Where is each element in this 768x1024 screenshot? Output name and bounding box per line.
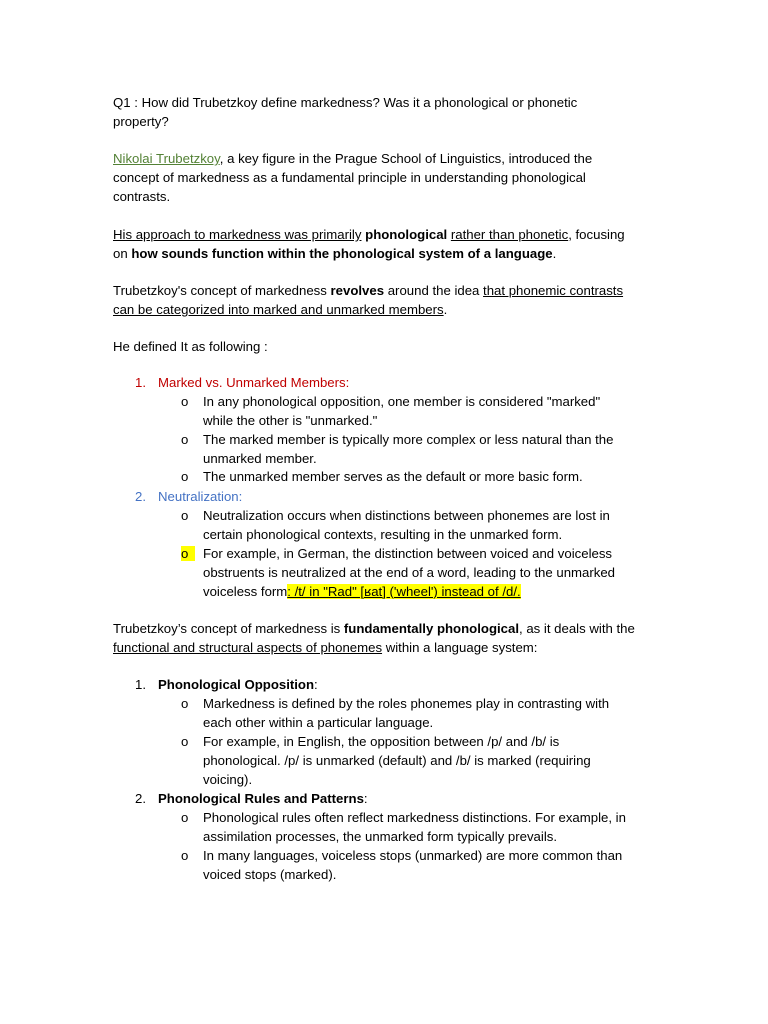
approach-paragraph [113, 226, 658, 264]
bullet-line: unmarked member. [203, 450, 317, 466]
paragraph-line [113, 226, 658, 245]
bullet-line: For example, in German, the distinction between voiced and voiceless [203, 546, 613, 561]
bullet-line: each other within a particular language. [203, 714, 434, 730]
bullet-line: assimilation processes, the unmarked form typically prevails. [203, 828, 558, 844]
text-run: Trubetzkoy's concept of markedness [113, 283, 331, 298]
bullet-icon: o [181, 394, 189, 409]
bullet-icon: o [181, 469, 189, 484]
question-heading [113, 94, 658, 132]
bold-text: how sounds function within the phonological system of a language [131, 245, 553, 261]
bullet-line: For example, in English, the opposition between /p/ and /b/ is [203, 734, 560, 749]
question-line: property? [113, 113, 169, 129]
bullet-line: voicing). [203, 771, 253, 787]
bold-text: fundamentally phonological [343, 621, 519, 636]
list-item [203, 507, 658, 545]
paragraph-line [113, 620, 658, 639]
underlined-text: functional and structural aspects of phonemes [113, 639, 383, 655]
list-number: 1. [135, 677, 146, 692]
bullet-line: Neutralization occurs when distinctions between phonemes are lost in [203, 508, 610, 523]
paragraph-line [113, 245, 658, 264]
list-item [203, 695, 658, 733]
text-run: : [363, 791, 368, 806]
text-run: , focusing [568, 227, 625, 242]
bullet-icon: o [181, 508, 189, 523]
list-heading-neutralization: Neutralization: [158, 489, 243, 504]
bullet-line: while the other is "unmarked." [203, 412, 378, 428]
bullet-icon: o [181, 432, 189, 447]
text-run: . [443, 301, 448, 317]
bullet-line: In any phonological opposition, one member is considered "marked" [203, 394, 601, 409]
list-number: 2. [135, 791, 146, 806]
underlined-text: His approach to markedness was primarily [113, 227, 362, 242]
list-item [203, 468, 658, 487]
list-item [203, 431, 658, 469]
text-run: within a language system: [382, 639, 538, 655]
text-run: on [113, 245, 132, 261]
highlight-mark: o [181, 546, 195, 561]
list-item [203, 847, 658, 885]
bullet-line: The marked member is typically more complex or less natural than the [203, 432, 614, 447]
list-item [203, 545, 658, 601]
text-run: , as it deals with the [519, 621, 635, 636]
list-item [203, 809, 658, 847]
list-item [203, 393, 658, 431]
bullet-line [203, 583, 658, 602]
definition-intro: He defined It as following : [113, 339, 268, 354]
bullet-icon: o [181, 696, 189, 711]
bullet-line: Phonological rules often reflect markedness distinctions. For example, in [203, 810, 626, 825]
text-run: Trubetzkoy’s concept of markedness is [113, 621, 344, 636]
list-number: 2. [135, 489, 146, 504]
intro-paragraph [113, 150, 658, 206]
text-run: voiceless form [203, 583, 288, 599]
bold-text: Phonological Opposition [158, 677, 315, 692]
underlined-text: rather than phonetic [450, 227, 569, 242]
bullet-icon-highlighted [181, 545, 193, 564]
bullet-icon: o [181, 848, 189, 863]
list-heading-marked-unmarked: Marked vs. Unmarked Members: [158, 375, 350, 390]
paragraph-line [113, 639, 658, 658]
text-run: , a key figure in the Prague School of Linguistics, introduced the [219, 151, 593, 166]
bold-text: revolves [330, 283, 385, 298]
concept-paragraph [113, 282, 658, 320]
text-run: around the idea [384, 283, 484, 298]
bullet-line: The unmarked member serves as the default or more basic form. [203, 469, 583, 484]
bullet-line: voiced stops (marked). [203, 866, 337, 882]
list-number: 1. [135, 375, 146, 390]
bullet-line: Markedness is defined by the roles phonemes play in contrasting with [203, 696, 610, 711]
highlighted-example: : /t/ in "Rad" [ʁat] ('wheel') instead of /d/. [287, 583, 521, 599]
paragraph-line [113, 150, 658, 169]
list-heading-phonological-opposition [158, 676, 318, 695]
bullet-line: certain phonological contexts, resulting in the unmarked form. [203, 526, 563, 542]
bullet-icon: o [181, 734, 189, 749]
paragraph-line: concept of markedness as a fundamental principle in understanding phonological [113, 169, 586, 185]
paragraph-line [113, 301, 658, 320]
bullet-icon: o [181, 810, 189, 825]
bold-text: phonological [365, 227, 448, 242]
paragraph-line [113, 282, 658, 301]
text-run: . [552, 245, 557, 261]
list-item [203, 733, 658, 789]
question-line: Q1 : How did Trubetzkoy define markedness? Was it a phonological or phonetic [113, 95, 578, 110]
text-run: : [314, 677, 318, 692]
underlined-text: can be categorized into marked and unmarked members [113, 301, 444, 317]
phonological-paragraph [113, 620, 658, 658]
underlined-text: that phonemic contrasts [483, 283, 624, 298]
list-heading-rules-patterns [158, 790, 368, 809]
paragraph-line: contrasts. [113, 188, 171, 204]
trubetzkoy-link[interactable]: Nikolai Trubetzkoy [113, 151, 220, 166]
bullet-line: In many languages, voiceless stops (unmarked) are more common than [203, 848, 623, 863]
bold-text: Phonological Rules and Patterns [158, 791, 364, 806]
bullet-line: phonological. /p/ is unmarked (default) and /b/ is marked (requiring [203, 752, 591, 768]
bullet-line: obstruents is neutralized at the end of a word, leading to the unmarked [203, 564, 615, 580]
